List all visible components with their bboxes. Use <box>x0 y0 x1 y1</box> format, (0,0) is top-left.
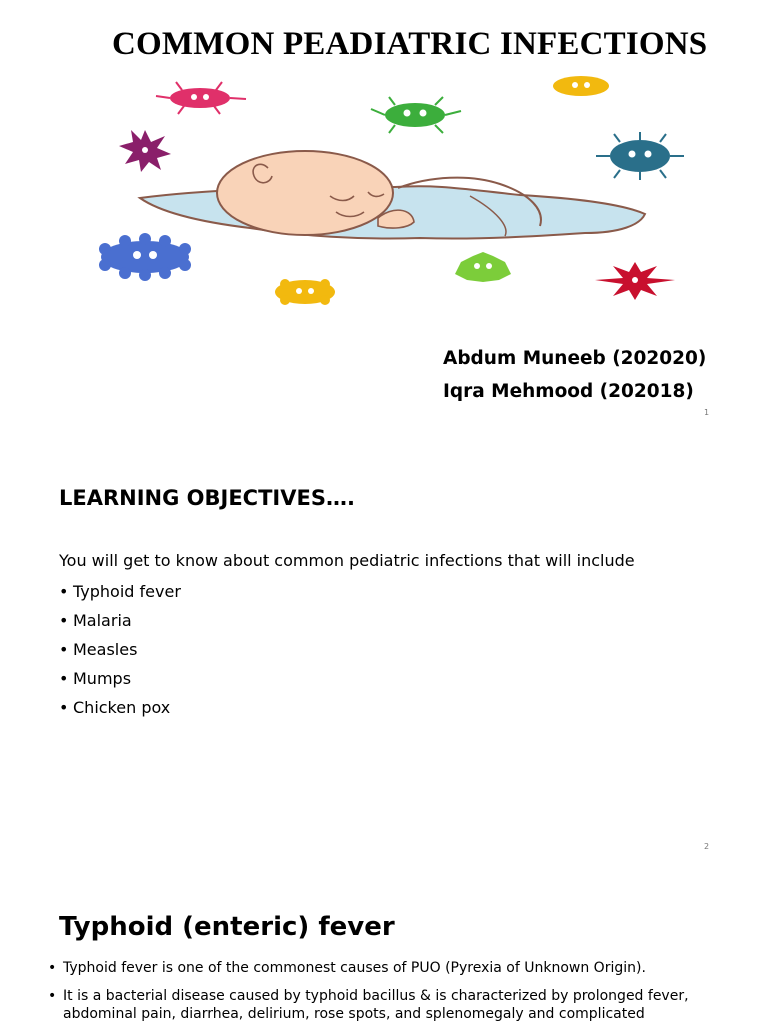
author-list <box>443 342 706 408</box>
intro-text: You will get to know about common pediatric infections that will include <box>59 551 635 570</box>
germ-teal-icon <box>596 132 684 180</box>
slide-number: 1 <box>704 408 710 417</box>
list-item: • Measles <box>59 640 138 659</box>
list-item: • It is a bacterial disease caused by typhoid bacillus & is characterized by prolonged fever, abdominal pain, diarrhea, delirium, rose spots, and splenomegaly and complicated <box>48 988 689 1022</box>
list-item: • Malaria <box>59 611 132 630</box>
germ-yellow-bottom-icon <box>275 279 335 305</box>
baby-head <box>217 151 393 235</box>
bullet-list <box>48 959 748 1033</box>
author-name: Abdum Muneeb (202020) <box>443 348 707 369</box>
germ-pink-icon <box>156 82 246 114</box>
germ-purple-icon <box>119 130 171 172</box>
germ-red-icon <box>595 262 675 300</box>
germ-blue-icon <box>99 233 191 281</box>
list-item: • Chicken pox <box>59 698 171 717</box>
slide-number: 2 <box>704 842 710 851</box>
germ-yellow-top-icon <box>553 76 609 96</box>
objectives-slide <box>0 432 768 864</box>
slide-heading: Typhoid (enteric) fever <box>59 912 395 942</box>
germ-lime-icon <box>455 252 511 282</box>
slide-heading: LEARNING OBJECTIVES…. <box>59 486 355 510</box>
list-item: • Typhoid fever <box>59 582 181 601</box>
slide-title: COMMON PEADIATRIC INFECTIONS <box>112 26 708 62</box>
typhoid-slide <box>0 864 768 1024</box>
list-item: • Typhoid fever is one of the commonest causes of PUO (Pyrexia of Unknown Origin). <box>48 960 646 976</box>
list-item: • Mumps <box>59 669 132 688</box>
author-name: Iqra Mehmood (202018) <box>443 381 694 402</box>
objectives-list <box>59 577 181 722</box>
germ-green-icon <box>371 97 461 133</box>
sleeping-baby-illustration <box>0 0 768 330</box>
title-slide <box>0 0 768 432</box>
